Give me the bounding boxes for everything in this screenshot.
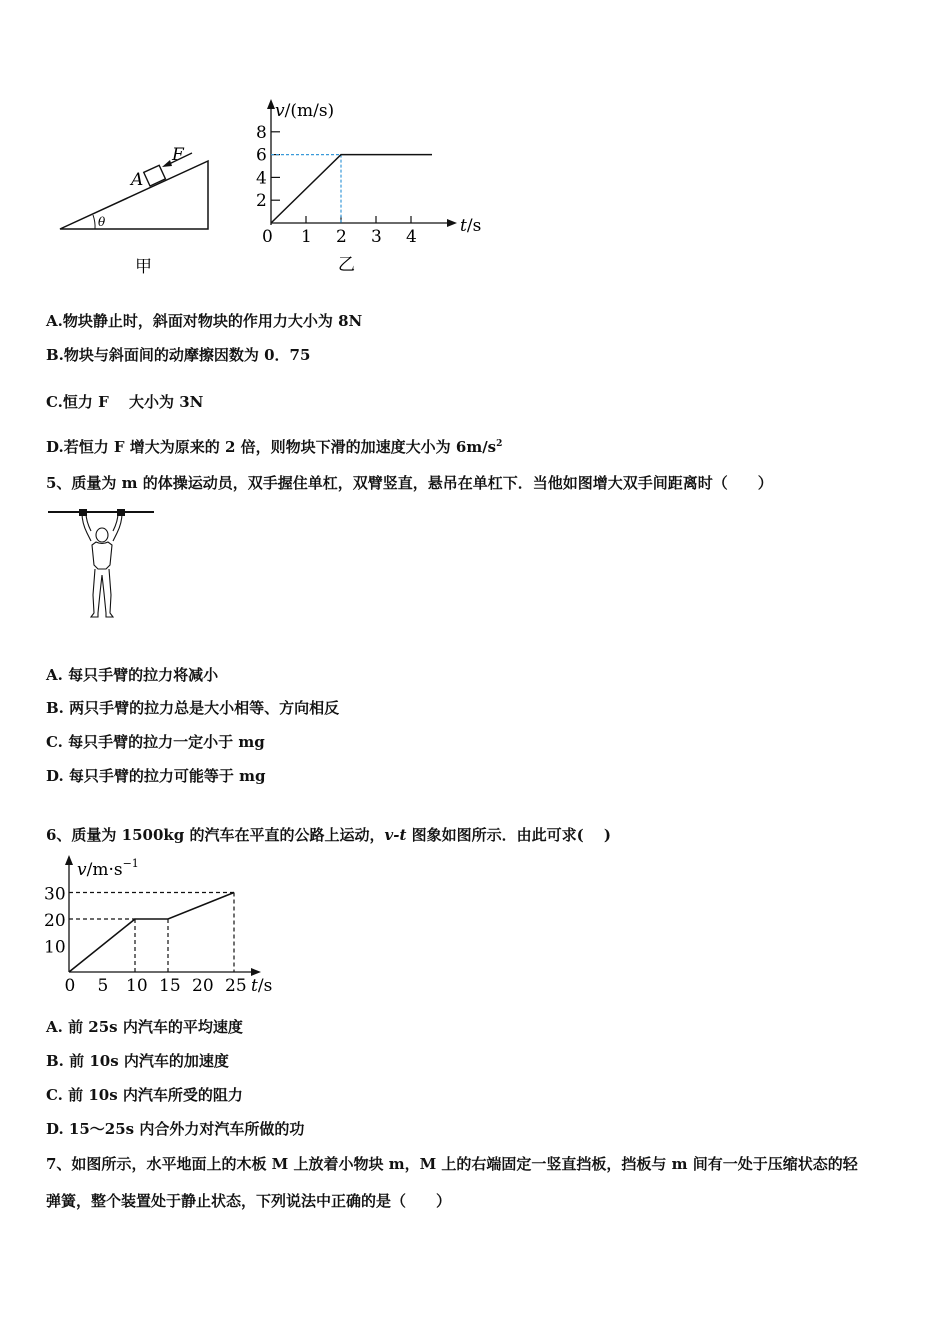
q5-stem: 5、质量为 m 的体操运动员，双手握住单杠，双臂竖直，悬吊在单杠下．当他如图增大双手间距离时（ ）	[46, 474, 773, 492]
q4-option-c: C.恒力 F 大小为 3N	[46, 393, 204, 411]
x-axis-label: t/s	[251, 976, 273, 996]
gymnast-body	[82, 513, 122, 617]
q4-option-b: B.物块与斜面间的动摩擦因数为 0．75	[46, 346, 311, 364]
y-axis-label: v/(m/s)	[275, 101, 335, 121]
x-axis-arrow	[447, 219, 457, 227]
block-label: A	[131, 170, 144, 190]
y-tick-label: 4	[256, 168, 267, 189]
q6-option-a: A. 前 25s 内汽车的平均速度	[46, 1018, 243, 1036]
q5-option-b: B. 两只手臂的拉力总是大小相等、方向相反	[46, 699, 340, 717]
figure-caption-jia: 甲	[135, 257, 152, 277]
velocity-line	[69, 893, 234, 973]
y-tick-label: 20	[44, 911, 66, 931]
y-axis-label: $v/m\cdot s^{-1}$	[77, 857, 139, 880]
x-tick-label: 0	[262, 227, 273, 247]
x-tick-label: 5	[97, 976, 109, 996]
force-label: F	[172, 145, 184, 165]
q5-option-d: D. 每只手臂的拉力可能等于 mg	[46, 767, 266, 785]
force-arrowhead	[162, 160, 172, 167]
block-a	[144, 165, 166, 186]
y-tick-label: 6	[256, 145, 267, 166]
y-axis-arrow	[267, 99, 275, 109]
x-tick-label: 4	[406, 227, 417, 247]
gymnast-figure	[46, 505, 158, 625]
q4-option-a: A.物块静止时，斜面对物块的作用力大小为 8N	[46, 312, 363, 330]
x-tick-label: 0	[64, 976, 76, 996]
q7-stem-line1: 7、如图所示，水平地面上的木板 M 上放着小物块 m，M 上的右端固定一竖直挡板，挡板与 m 间有一处于压缩状态的轻	[46, 1155, 858, 1173]
x-tick-label: 10	[126, 976, 148, 996]
angle-arc	[93, 215, 95, 229]
y-tick-label: 30	[44, 884, 66, 905]
q7-stem-line2: 弹簧，整个装置处于静止状态，下列说法中正确的是（ ）	[46, 1192, 452, 1210]
y-tick-label: 10	[44, 937, 66, 958]
x-tick-label: 25	[225, 976, 247, 996]
figure-caption-yi: 乙	[338, 255, 355, 275]
hand-left	[79, 509, 87, 516]
x-axis-arrow	[251, 968, 261, 976]
x-tick-label: 15	[159, 976, 181, 996]
q6-stem: 6、质量为 1500kg 的汽车在平直的公路上运动，v-t 图象如图所示．由此可求( )	[46, 826, 612, 844]
q5-option-a: A. 每只手臂的拉力将减小	[46, 666, 219, 684]
x-tick-label: 20	[192, 976, 214, 996]
velocity-line	[271, 155, 432, 223]
q5-option-c: C. 每只手臂的拉力一定小于 mg	[46, 733, 265, 751]
angle-label: θ	[98, 215, 106, 229]
vt-chart-2	[40, 850, 290, 1000]
x-tick-label: 3	[371, 227, 382, 247]
y-tick-label: 2	[256, 191, 267, 212]
vt-chart-1	[245, 95, 495, 280]
q6-option-c: C. 前 10s 内汽车所受的阻力	[46, 1086, 243, 1104]
hand-right	[117, 509, 125, 516]
y-axis-arrow	[65, 855, 73, 865]
y-tick-label: 8	[256, 122, 267, 143]
q6-option-b: B. 前 10s 内汽车的加速度	[46, 1052, 229, 1070]
x-tick-label: 1	[301, 227, 312, 247]
incline-figure	[55, 140, 220, 280]
x-axis-label: t/s	[460, 216, 482, 236]
q4-option-d: D.若恒力 F 增大为原来的 2 倍，则物块下滑的加速度大小为 $6m/s^2$	[46, 438, 503, 456]
q6-option-d: D. 15～25s 内合外力对汽车所做的功	[46, 1120, 305, 1138]
x-tick-label: 2	[336, 227, 347, 247]
